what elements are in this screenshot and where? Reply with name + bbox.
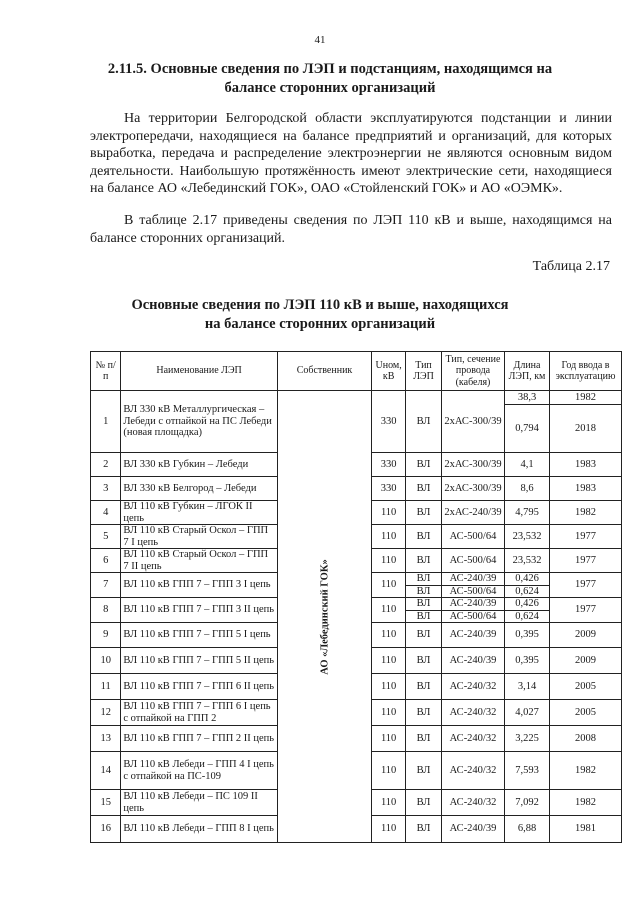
cell-length: 38,3 (505, 391, 550, 405)
cell-wire: АС-240/32 (442, 752, 505, 790)
cell-name: ВЛ 110 кВ Лебеди – ГПП 4 I цепь с отпайкой на ПС-109 (121, 752, 277, 790)
cell-voltage: 330 (372, 453, 406, 477)
header-name: Наименование ЛЭП (121, 352, 277, 391)
cell-type: ВЛ (406, 585, 442, 598)
cell-length: 23,532 (505, 549, 550, 573)
header-length: Длина ЛЭП, км (505, 352, 550, 391)
cell-wire: 2хАС-300/39 (442, 453, 505, 477)
cell-length: 4,1 (505, 453, 550, 477)
cell-num: 5 (91, 525, 121, 549)
cell-name: ВЛ 110 кВ ГПП 7 – ГПП 5 I цепь (121, 623, 277, 648)
cell-name: ВЛ 110 кВ Старый Оскол – ГПП 7 II цепь (121, 549, 277, 573)
paragraph-intro: На территории Белгородской области эксплуатируются подстанции и линии электропередачи, находящиеся на балансе предприятий и организаций, для которых выработка, передача и распределение электроэнергии не являются основным видом деятельности. Наибольшую протяжённость имеют электрические сети, находящиеся на балансе АО «Лебединский ГОК», ОАО «Стойленский ГОК» и АО «ОЭМК». (90, 111, 612, 196)
cell-voltage: 110 (372, 623, 406, 648)
cell-num: 3 (91, 477, 121, 501)
cell-voltage: 110 (372, 816, 406, 843)
cell-length: 4,795 (505, 501, 550, 525)
cell-name: ВЛ 110 кВ ГПП 7 – ГПП 6 I цепь с отпайкой на ГПП 2 (121, 700, 277, 726)
cell-year: 1981 (550, 816, 622, 843)
cell-num: 15 (91, 790, 121, 816)
cell-type: ВЛ (406, 726, 442, 752)
cell-type: ВЛ (406, 700, 442, 726)
cell-type: ВЛ (406, 391, 442, 453)
cell-voltage: 110 (372, 790, 406, 816)
header-year: Год ввода в эксплуатацию (550, 352, 622, 391)
cell-num: 16 (91, 816, 121, 843)
table-row (91, 391, 622, 405)
cell-year: 1983 (550, 453, 622, 477)
section-heading: 2.11.5. Основные сведения по ЛЭП и подстанциям, находящимся на балансе сторонних организаций (107, 61, 553, 96)
cell-type: ВЛ (406, 816, 442, 843)
cell-year: 1982 (550, 790, 622, 816)
header-type: Тип ЛЭП (406, 352, 442, 391)
cell-name: ВЛ 330 кВ Губкин – Лебеди (121, 453, 277, 477)
cell-owner (277, 391, 372, 843)
header-wire: Тип, сечение провода (кабеля) (442, 352, 505, 391)
cell-voltage: 110 (372, 525, 406, 549)
cell-year: 1977 (550, 573, 622, 598)
cell-voltage: 330 (372, 391, 406, 453)
cell-type: ВЛ (406, 525, 442, 549)
cell-wire: АС-240/39 (442, 573, 505, 586)
cell-type: ВЛ (406, 501, 442, 525)
cell-length: 7,092 (505, 790, 550, 816)
cell-year: 2005 (550, 674, 622, 700)
cell-name: ВЛ 330 кВ Металлургическая – Лебеди с отпайкой на ПС Лебеди (новая площадка) (121, 391, 277, 453)
cell-name: ВЛ 110 кВ Губкин – ЛГОК II цепь (121, 501, 277, 525)
cell-voltage: 110 (372, 549, 406, 573)
cell-name: ВЛ 110 кВ Лебеди – ПС 109 II цепь (121, 790, 277, 816)
header-owner: Собственник (277, 352, 372, 391)
cell-type: ВЛ (406, 573, 442, 586)
cell-wire: АС-240/39 (442, 623, 505, 648)
cell-voltage: 110 (372, 648, 406, 674)
cell-num: 4 (91, 501, 121, 525)
cell-type: ВЛ (406, 648, 442, 674)
cell-wire: АС-240/32 (442, 700, 505, 726)
cell-name: ВЛ 110 кВ ГПП 7 – ГПП 2 II цепь (121, 726, 277, 752)
cell-length: 23,532 (505, 525, 550, 549)
cell-year: 1977 (550, 525, 622, 549)
cell-num: 6 (91, 549, 121, 573)
cell-length: 0,426 (505, 573, 550, 586)
cell-num: 8 (91, 598, 121, 623)
cell-length: 3,225 (505, 726, 550, 752)
cell-type: ВЛ (406, 752, 442, 790)
cell-year: 2018 (550, 405, 622, 453)
cell-name: ВЛ 110 кВ Лебеди – ГПП 8 I цепь (121, 816, 277, 843)
cell-wire: АС-240/32 (442, 726, 505, 752)
cell-wire: АС-240/32 (442, 790, 505, 816)
cell-length: 3,14 (505, 674, 550, 700)
table-title: Основные сведения по ЛЭП 110 кВ и выше, находящихся на балансе сторонних организаций (131, 297, 509, 332)
cell-num: 13 (91, 726, 121, 752)
cell-year: 1983 (550, 477, 622, 501)
cell-num: 14 (91, 752, 121, 790)
cell-num: 11 (91, 674, 121, 700)
cell-voltage: 110 (372, 726, 406, 752)
cell-voltage: 110 (372, 674, 406, 700)
cell-wire: АС-240/39 (442, 648, 505, 674)
paragraph-table-reference: В таблице 2.17 приведены сведения по ЛЭП 110 кВ и выше, находящимся на балансе сторонних организаций. (90, 213, 612, 246)
cell-year: 2009 (550, 648, 622, 674)
cell-length: 0,624 (505, 610, 550, 623)
header-voltage: Uном, кВ (372, 352, 406, 391)
cell-year: 2005 (550, 700, 622, 726)
cell-wire: 2хАС-240/39 (442, 501, 505, 525)
cell-type: ВЛ (406, 477, 442, 501)
cell-length: 0,794 (505, 405, 550, 453)
cell-num: 12 (91, 700, 121, 726)
power-lines-table (90, 351, 622, 843)
table-number: Таблица 2.17 (532, 259, 610, 274)
cell-wire: АС-240/39 (442, 816, 505, 843)
cell-wire: АС-240/32 (442, 674, 505, 700)
cell-wire: 2хАС-300/39 (442, 477, 505, 501)
cell-year: 1982 (550, 752, 622, 790)
cell-voltage: 110 (372, 752, 406, 790)
cell-type: ВЛ (406, 598, 442, 611)
cell-wire: АС-500/64 (442, 549, 505, 573)
cell-year: 1977 (550, 598, 622, 623)
header-num: № п/п (91, 352, 121, 391)
cell-length: 8,6 (505, 477, 550, 501)
cell-num: 2 (91, 453, 121, 477)
cell-voltage: 110 (372, 573, 406, 598)
cell-type: ВЛ (406, 674, 442, 700)
cell-wire: АС-500/64 (442, 525, 505, 549)
cell-length: 0,426 (505, 598, 550, 611)
cell-year: 1982 (550, 391, 622, 405)
table-header-row (91, 352, 622, 391)
page-number: 41 (314, 34, 326, 46)
owner-label: АО «Лебединский ГОК» (318, 558, 330, 675)
cell-num: 7 (91, 573, 121, 598)
cell-type: ВЛ (406, 610, 442, 623)
cell-name: ВЛ 110 кВ ГПП 7 – ГПП 3 II цепь (121, 598, 277, 623)
cell-type: ВЛ (406, 453, 442, 477)
cell-length: 0,395 (505, 648, 550, 674)
cell-name: ВЛ 110 кВ Старый Оскол – ГПП 7 I цепь (121, 525, 277, 549)
cell-num: 9 (91, 623, 121, 648)
cell-wire: 2хАС-300/39 (442, 391, 505, 453)
cell-name: ВЛ 110 кВ ГПП 7 – ГПП 5 II цепь (121, 648, 277, 674)
cell-year: 1977 (550, 549, 622, 573)
cell-length: 4,027 (505, 700, 550, 726)
cell-type: ВЛ (406, 549, 442, 573)
cell-type: ВЛ (406, 623, 442, 648)
cell-name: ВЛ 110 кВ ГПП 7 – ГПП 6 II цепь (121, 674, 277, 700)
cell-num: 10 (91, 648, 121, 674)
cell-length: 6,88 (505, 816, 550, 843)
cell-name: ВЛ 110 кВ ГПП 7 – ГПП 3 I цепь (121, 573, 277, 598)
cell-length: 0,395 (505, 623, 550, 648)
cell-type: ВЛ (406, 790, 442, 816)
cell-year: 2009 (550, 623, 622, 648)
cell-wire: АС-240/39 (442, 598, 505, 611)
cell-length: 0,624 (505, 585, 550, 598)
cell-voltage: 110 (372, 501, 406, 525)
cell-wire: АС-500/64 (442, 610, 505, 623)
cell-voltage: 110 (372, 700, 406, 726)
cell-length: 7,593 (505, 752, 550, 790)
cell-voltage: 110 (372, 598, 406, 623)
cell-year: 2008 (550, 726, 622, 752)
cell-year: 1982 (550, 501, 622, 525)
cell-num: 1 (91, 391, 121, 453)
cell-name: ВЛ 330 кВ Белгород – Лебеди (121, 477, 277, 501)
cell-voltage: 330 (372, 477, 406, 501)
cell-wire: АС-500/64 (442, 585, 505, 598)
